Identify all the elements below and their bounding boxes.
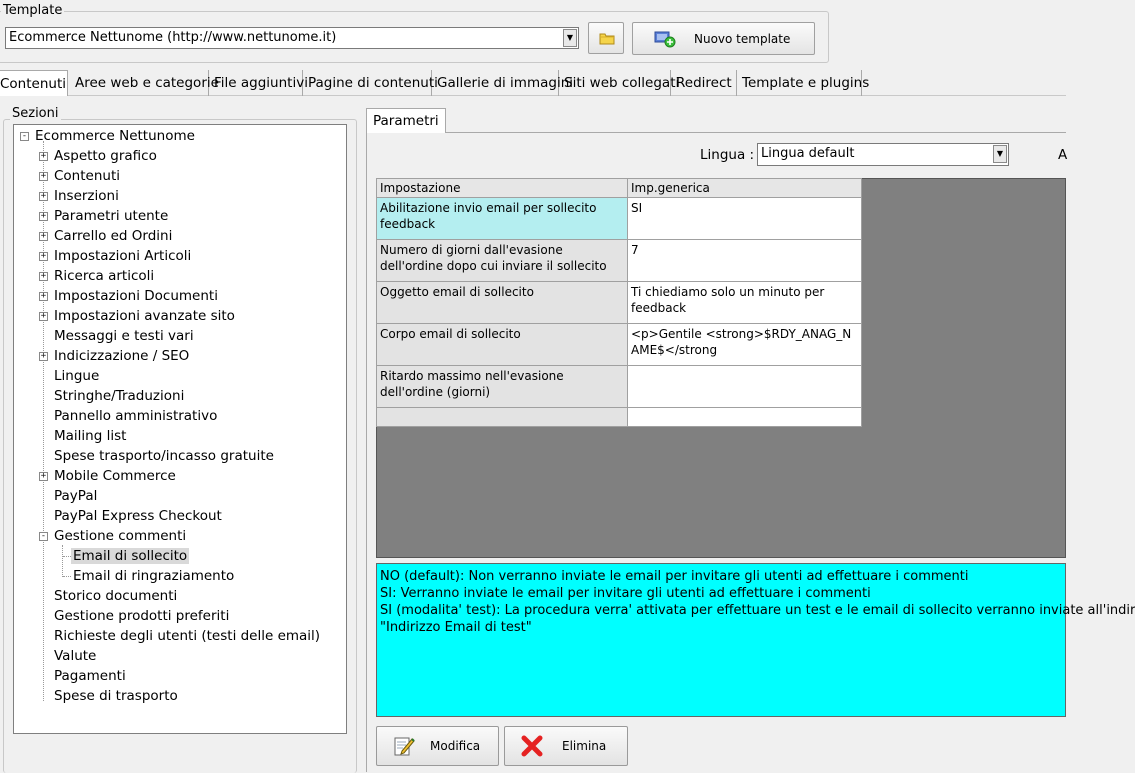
description-line: SI: Verranno inviate le email per invitare gli utenti ad effettuare i commenti [380, 586, 871, 601]
tab-template-plugins[interactable]: Template e plugins [737, 70, 862, 96]
expand-icon[interactable]: + [40, 271, 47, 281]
modifica-label: Modifica [430, 739, 481, 753]
grid-cell-key[interactable]: Corpo email di sollecito [377, 324, 628, 366]
tab-pagine-contenuti[interactable]: Pagine di contenuti [303, 70, 432, 96]
tree-item-storico-documenti[interactable]: Storico documenti [54, 588, 178, 604]
new-document-icon [654, 30, 676, 48]
grid-cell-value[interactable]: <p>Gentile <strong>$RDY_ANAG_NAME$</strong [628, 324, 862, 366]
main-tabs [0, 70, 1066, 96]
tree-item-email-sollecito[interactable]: Email di sollecito [73, 548, 188, 564]
grid-cell-value[interactable]: 7 [628, 240, 862, 282]
template-select[interactable] [5, 27, 579, 49]
grid-cell-value[interactable]: Ti chiediamo solo un minuto per feedback [628, 282, 862, 324]
collapse-icon[interactable]: - [21, 131, 28, 141]
tree-item-gestione-commenti[interactable]: - Gestione commenti [40, 528, 187, 544]
tree-item-valute[interactable]: Valute [54, 648, 97, 664]
expand-icon[interactable]: + [40, 191, 47, 201]
modifica-button[interactable] [376, 726, 499, 766]
edit-icon [393, 735, 415, 757]
grid-cell-key[interactable]: Numero di giorni dall'evasione dell'ordine dopo cui inviare il sollecito [377, 240, 628, 282]
tree-guide-branch [63, 576, 71, 577]
expand-icon[interactable]: + [40, 351, 47, 361]
tree-item-stringhe[interactable]: Stringhe/Traduzioni [54, 388, 185, 404]
expand-icon[interactable]: + [40, 211, 47, 221]
lingua-label: Lingua : [700, 147, 755, 163]
tree-root[interactable]: Ecommerce Nettunome [35, 128, 195, 144]
template-select-value: Ecommerce Nettunome (http://www.nettunome.it) [9, 30, 337, 45]
tree-guide-line-child [62, 545, 63, 577]
expand-icon[interactable]: + [40, 471, 47, 481]
tree-item-paypal[interactable]: PayPal [54, 488, 98, 504]
new-template-label: Nuovo template [694, 32, 791, 46]
tree-item-inserzioni[interactable]: + Inserzioni [40, 188, 119, 204]
delete-x-icon [520, 734, 544, 758]
tree-item-spese-trasporto[interactable]: Spese di trasporto [54, 688, 178, 704]
tree-item-aspetto-grafico[interactable]: + Aspetto grafico [40, 148, 157, 164]
new-template-button[interactable] [632, 22, 815, 55]
grid-cell-key[interactable]: Ritardo massimo nell'evasione dell'ordine (giorni) [377, 366, 628, 408]
tab-redirect[interactable]: Redirect [671, 70, 737, 96]
grid-cell-value[interactable] [628, 408, 862, 427]
tree-item-impostazioni-avanzate[interactable]: + Impostazioni avanzate sito [40, 308, 235, 324]
tree-item-pannello[interactable]: Pannello amministrativo [54, 408, 218, 424]
tree-item-carrello-ordini[interactable]: + Carrello ed Ordini [40, 228, 173, 244]
tree-item-messaggi[interactable]: Messaggi e testi vari [54, 328, 194, 344]
tree-item-ricerca-articoli[interactable]: + Ricerca articoli [40, 268, 155, 284]
expand-icon[interactable]: + [40, 171, 47, 181]
lingua-select[interactable] [757, 143, 1009, 166]
grid-cell-value[interactable] [628, 366, 862, 408]
tree-guide-branch [63, 556, 71, 557]
grid-row-empty[interactable] [377, 408, 862, 427]
tab-file-aggiuntivi[interactable]: File aggiuntivi [209, 70, 303, 96]
expand-icon[interactable]: + [40, 291, 47, 301]
grid-cell-key[interactable] [377, 408, 628, 427]
sections-group-label: Sezioni [12, 106, 59, 121]
grid-row[interactable] [377, 198, 862, 240]
chevron-down-icon[interactable]: ▼ [563, 29, 577, 47]
tab-gallerie-immagini[interactable]: Gallerie di immagini [432, 70, 559, 96]
lingua-select-value: Lingua default [761, 146, 855, 161]
tree-item-pagamenti[interactable]: Pagamenti [54, 668, 126, 684]
tree-item-paypal-express[interactable]: PayPal Express Checkout [54, 508, 222, 524]
chevron-down-icon[interactable]: ▼ [993, 145, 1007, 163]
elimina-label: Elimina [562, 739, 607, 753]
sections-tree[interactable] [13, 124, 347, 734]
folder-icon [599, 31, 615, 45]
grid-row[interactable] [377, 324, 862, 366]
tree-item-lingue[interactable]: Lingue [54, 368, 100, 384]
tab-aree-web[interactable]: Aree web e categorie [70, 70, 209, 96]
grid-cell-key[interactable]: Oggetto email di sollecito [377, 282, 628, 324]
elimina-button[interactable] [504, 726, 628, 766]
tree-item-richieste-utenti[interactable]: Richieste degli utenti (testi delle email) [54, 628, 321, 644]
expand-icon[interactable]: + [40, 311, 47, 321]
tree-item-spese-gratuite[interactable]: Spese trasporto/incasso gratuite [54, 448, 274, 464]
expand-icon[interactable]: + [40, 231, 47, 241]
tree-item-seo[interactable]: + Indicizzazione / SEO [40, 348, 190, 364]
grid-row[interactable] [377, 282, 862, 324]
grid-column-header[interactable]: Imp.generica [628, 179, 862, 198]
tree-item-contenuti[interactable]: + Contenuti [40, 168, 120, 184]
tree-item-prodotti-preferiti[interactable]: Gestione prodotti preferiti [54, 608, 230, 624]
collapse-icon[interactable]: - [40, 531, 47, 541]
grid-cell-value[interactable]: SI [628, 198, 862, 240]
description-line: NO (default): Non verranno inviate le email per invitare gli utenti ad effettuare i commenti [380, 569, 969, 584]
expand-icon[interactable]: + [40, 251, 47, 261]
tree-item-parametri-utente[interactable]: + Parametri utente [40, 208, 169, 224]
grid-cell-key[interactable]: Abilitazione invio email per sollecito feedback [377, 198, 628, 240]
cut-off-label: A [1058, 147, 1068, 163]
description-line: "Indirizzo Email di test" [380, 620, 532, 635]
tab-parametri[interactable]: Parametri [366, 108, 446, 133]
tab-contenuti[interactable]: Contenuti [0, 70, 68, 96]
tree-item-mailing-list[interactable]: Mailing list [54, 428, 127, 444]
tree-item-impostazioni-articoli[interactable]: + Impostazioni Articoli [40, 248, 192, 264]
template-group-label: Template [3, 3, 63, 18]
settings-grid[interactable] [376, 178, 862, 427]
grid-row[interactable] [377, 366, 862, 408]
open-folder-button[interactable] [588, 22, 624, 54]
expand-icon[interactable]: + [40, 151, 47, 161]
grid-column-header[interactable]: Impostazione [377, 179, 628, 198]
setting-description [376, 563, 1135, 717]
grid-header-row [377, 179, 862, 198]
grid-row[interactable] [377, 240, 862, 282]
tree-item-impostazioni-documenti[interactable]: + Impostazioni Documenti [40, 288, 218, 304]
tree-item-email-ringraziamento[interactable]: Email di ringraziamento [73, 568, 235, 584]
tab-siti-collegati[interactable]: Siti web collegati [559, 70, 671, 96]
description-line: SI (modalita' test): La procedura verra' attivata per effettuare un test e le email di sollecito verranno inviate all'indir [380, 603, 1135, 618]
tree-item-mobile-commerce[interactable]: + Mobile Commerce [40, 468, 176, 484]
